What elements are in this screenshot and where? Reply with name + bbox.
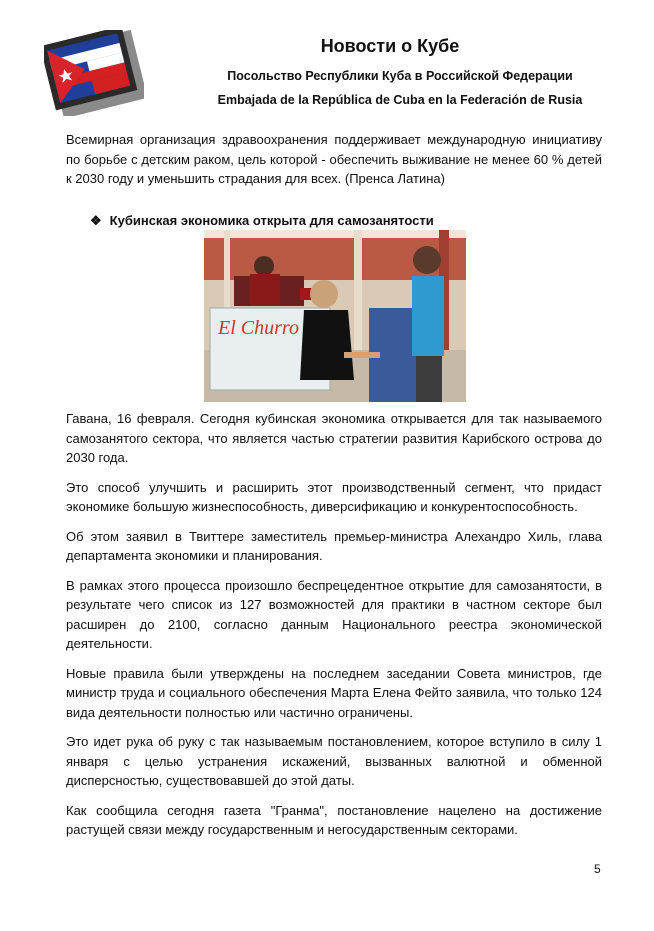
intro-paragraph: Всемирная организация здравоохранения поддерживает международную инициативу по борьбе с детским раком, цель которой - обеспечить выживание не менее 60 % детей к 2030 году и уменьшить страдания для всех. (Пренса Латина) xyxy=(66,132,602,186)
article-paragraph: В рамках этого процесса произошло беспрецедентное открытие для самозанятости, в результате чего список из 127 возможностей для практики в частном секторе был расширен до 2100, согласно данным Национального реестра экономической деятельности. xyxy=(66,577,602,651)
article-paragraph: Это идет рука об руку с так называемым постановлением, которое вступило в силу 1 января с целью устранения искажений, вызванных валютной и обменной дисперсностью, существовавшей до этой даты. xyxy=(66,734,602,788)
embassy-flag-logo xyxy=(44,30,144,116)
article-photo xyxy=(204,230,466,402)
embassy-name-es: Embajada de la República de Cuba en la Federación de Rusia xyxy=(217,93,583,107)
page-number: 5 xyxy=(594,862,601,876)
article-body xyxy=(66,409,602,850)
article-paragraph: Об этом заявил в Твиттере заместитель премьер-министра Алехандро Хиль, глава департамента экономики и планирования. xyxy=(66,528,602,563)
section-heading xyxy=(90,213,434,229)
article-paragraph: Это способ улучшить и расширить этот производственный сегмент, что придаст экономике большую жизнеспособность, диверсификацию и конкурентоспособность. xyxy=(66,479,602,514)
stall-sign-text: El Churro xyxy=(218,317,299,339)
section-heading-text: Кубинская экономика открыта для самозанятости xyxy=(109,213,434,228)
diamond-bullet-icon: ❖ xyxy=(90,213,102,228)
page-header xyxy=(150,36,630,117)
article-paragraph: Как сообщила сегодня газета "Гранма", постановление нацелено на достижение растущей связи между государственным и негосударственным секторами. xyxy=(66,802,602,837)
embassy-name-ru: Посольство Республики Куба в Российской Федерации xyxy=(227,69,573,83)
article-paragraph: Новые правила были утверждены на последнем заседании Совета министров, где министр труда и социального обеспечения Марта Елена Фейто заявила, что только 124 вида деятельности полностью или частично ограничены. xyxy=(66,665,602,720)
article-paragraph: Гавана, 16 февраля. Сегодня кубинская экономика открывается для так называемого самозанятого сектора, что является частью стратегии развития Карибского острова до 2030 года. xyxy=(66,411,602,465)
page-title: Новости о Кубе xyxy=(320,36,460,56)
